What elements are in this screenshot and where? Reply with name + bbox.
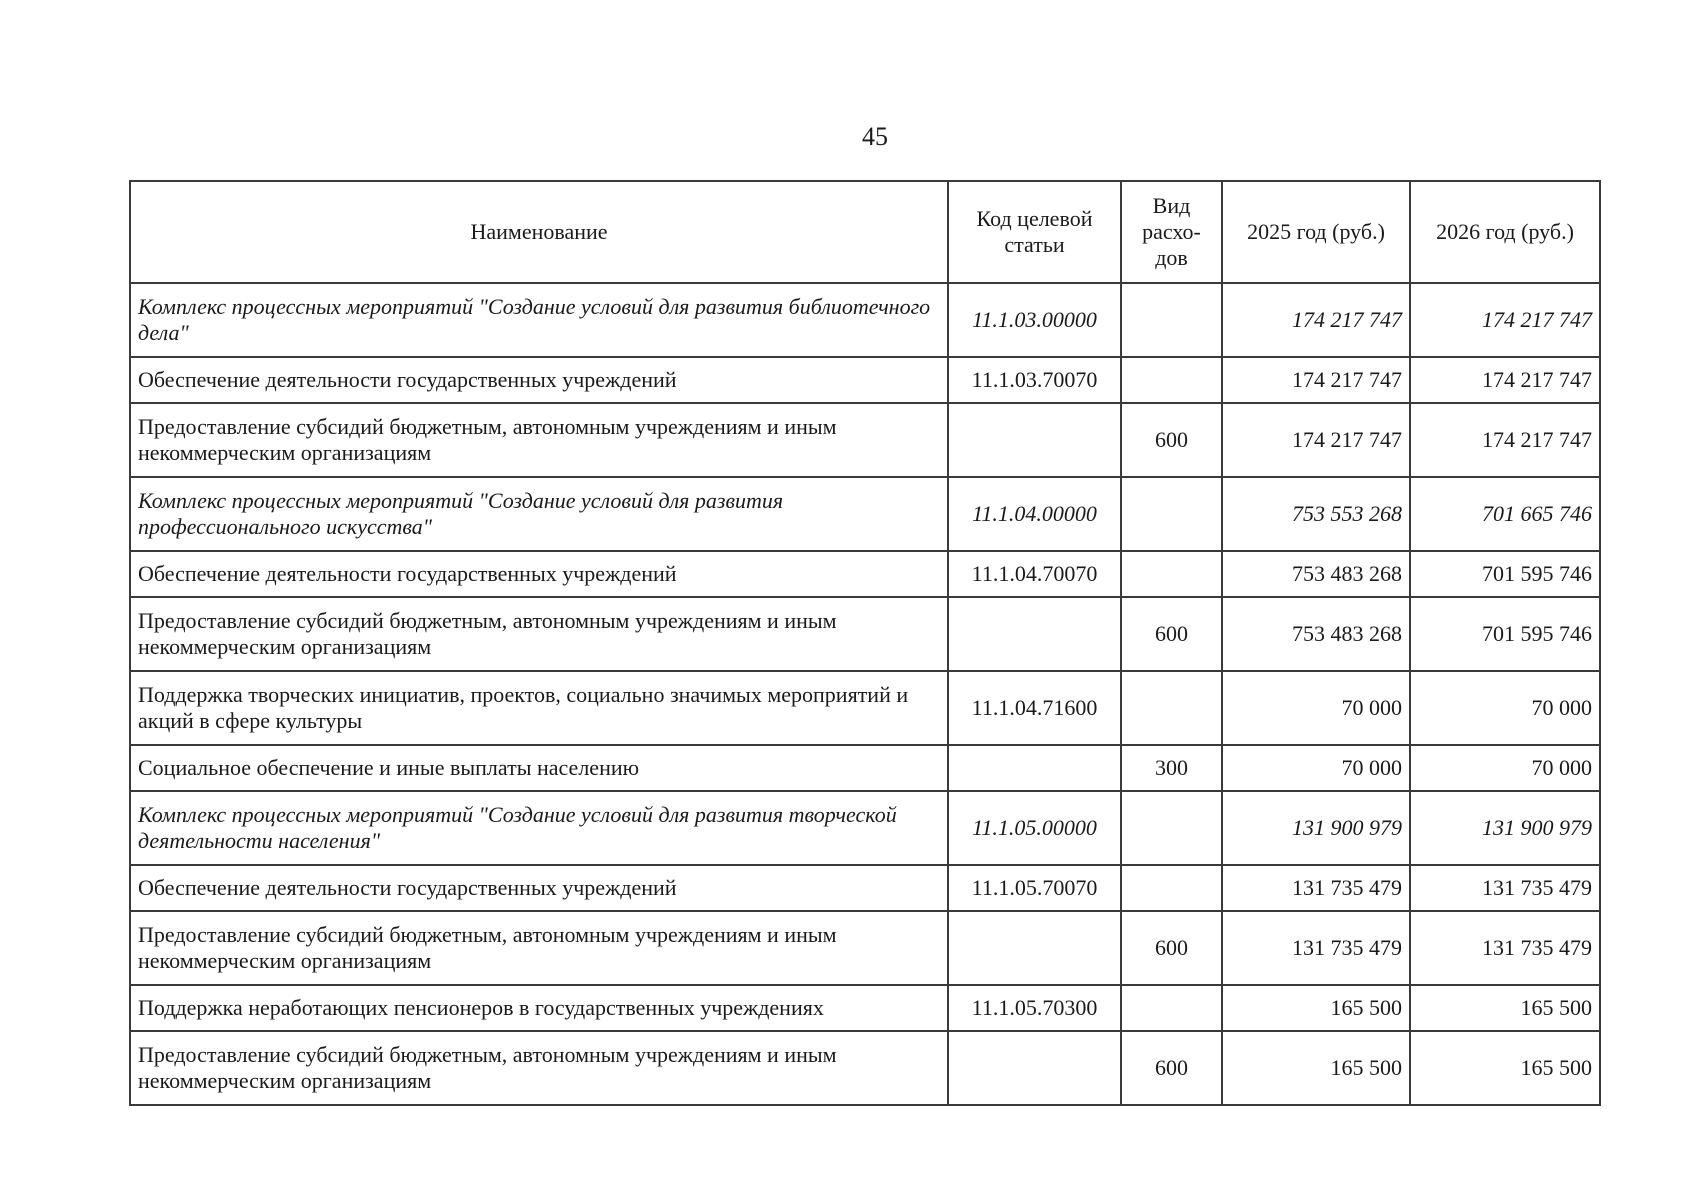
header-year-2026: 2026 год (руб.) xyxy=(1410,181,1600,283)
cell-2026: 165 500 xyxy=(1410,985,1600,1031)
table-row xyxy=(130,671,1600,745)
cell-name: Обеспечение деятельности государственных учреждений xyxy=(130,551,948,597)
cell-2025: 174 217 747 xyxy=(1222,283,1410,357)
cell-2026: 70 000 xyxy=(1410,745,1600,791)
cell-2025: 174 217 747 xyxy=(1222,357,1410,403)
table-row xyxy=(130,985,1600,1031)
table-row xyxy=(130,403,1600,477)
cell-code: 11.1.04.71600 xyxy=(948,671,1121,745)
table-body xyxy=(130,283,1600,1105)
table-row xyxy=(130,791,1600,865)
cell-type: 600 xyxy=(1121,911,1222,985)
table-row xyxy=(130,477,1600,551)
table-row xyxy=(130,597,1600,671)
cell-name: Комплекс процессных мероприятий "Создание условий для развития творческой деятельности населения" xyxy=(130,791,948,865)
cell-2025: 70 000 xyxy=(1222,671,1410,745)
cell-type xyxy=(1121,357,1222,403)
table-row xyxy=(130,551,1600,597)
cell-2025: 131 735 479 xyxy=(1222,865,1410,911)
cell-type xyxy=(1121,791,1222,865)
cell-code: 11.1.05.00000 xyxy=(948,791,1121,865)
cell-2026: 174 217 747 xyxy=(1410,357,1600,403)
cell-2026: 701 595 746 xyxy=(1410,597,1600,671)
cell-type xyxy=(1121,283,1222,357)
table-row xyxy=(130,283,1600,357)
cell-2026: 70 000 xyxy=(1410,671,1600,745)
cell-2026: 174 217 747 xyxy=(1410,403,1600,477)
cell-2025: 753 483 268 xyxy=(1222,597,1410,671)
table-header-row xyxy=(130,181,1600,283)
cell-type: 600 xyxy=(1121,403,1222,477)
cell-type xyxy=(1121,551,1222,597)
cell-code xyxy=(948,1031,1121,1105)
table-row xyxy=(130,745,1600,791)
cell-2026: 701 595 746 xyxy=(1410,551,1600,597)
cell-name: Предоставление субсидий бюджетным, автономным учреждениям и иным некоммерческим организациям xyxy=(130,597,948,671)
cell-code: 11.1.03.00000 xyxy=(948,283,1121,357)
cell-type: 300 xyxy=(1121,745,1222,791)
cell-name: Предоставление субсидий бюджетным, автономным учреждениям и иным некоммерческим организациям xyxy=(130,1031,948,1105)
table-row xyxy=(130,357,1600,403)
cell-2026: 701 665 746 xyxy=(1410,477,1600,551)
header-name: Наименование xyxy=(130,181,948,283)
cell-name: Поддержка неработающих пенсионеров в государственных учреждениях xyxy=(130,985,948,1031)
cell-name: Предоставление субсидий бюджетным, автономным учреждениям и иным некоммерческим организациям xyxy=(130,403,948,477)
cell-2025: 165 500 xyxy=(1222,985,1410,1031)
cell-type: 600 xyxy=(1121,1031,1222,1105)
cell-2026: 165 500 xyxy=(1410,1031,1600,1105)
cell-2025: 174 217 747 xyxy=(1222,403,1410,477)
header-year-2025: 2025 год (руб.) xyxy=(1222,181,1410,283)
cell-2026: 131 735 479 xyxy=(1410,865,1600,911)
cell-2026: 174 217 747 xyxy=(1410,283,1600,357)
cell-2026: 131 900 979 xyxy=(1410,791,1600,865)
cell-code xyxy=(948,597,1121,671)
table-row xyxy=(130,865,1600,911)
cell-type xyxy=(1121,865,1222,911)
cell-code: 11.1.03.70070 xyxy=(948,357,1121,403)
cell-name: Социальное обеспечение и иные выплаты населению xyxy=(130,745,948,791)
cell-code: 11.1.05.70300 xyxy=(948,985,1121,1031)
cell-code: 11.1.04.00000 xyxy=(948,477,1121,551)
header-type: Вид расхо-дов xyxy=(1121,181,1222,283)
budget-table xyxy=(129,180,1601,1106)
cell-type xyxy=(1121,985,1222,1031)
cell-name: Поддержка творческих инициатив, проектов, социально значимых мероприятий и акций в сфере культуры xyxy=(130,671,948,745)
cell-type xyxy=(1121,671,1222,745)
cell-2025: 131 735 479 xyxy=(1222,911,1410,985)
table-row xyxy=(130,1031,1600,1105)
cell-2025: 131 900 979 xyxy=(1222,791,1410,865)
cell-2025: 753 553 268 xyxy=(1222,477,1410,551)
cell-2025: 70 000 xyxy=(1222,745,1410,791)
table-row xyxy=(130,911,1600,985)
cell-code xyxy=(948,911,1121,985)
cell-name: Комплекс процессных мероприятий "Создание условий для развития профессионального искусства" xyxy=(130,477,948,551)
header-code: Код целевой статьи xyxy=(948,181,1121,283)
cell-name: Предоставление субсидий бюджетным, автономным учреждениям и иным некоммерческим организациям xyxy=(130,911,948,985)
cell-code: 11.1.04.70070 xyxy=(948,551,1121,597)
cell-code xyxy=(948,745,1121,791)
page-number: 45 xyxy=(862,122,888,151)
cell-name: Комплекс процессных мероприятий "Создание условий для развития библиотечного дела" xyxy=(130,283,948,357)
cell-name: Обеспечение деятельности государственных учреждений xyxy=(130,865,948,911)
cell-2025: 165 500 xyxy=(1222,1031,1410,1105)
cell-type: 600 xyxy=(1121,597,1222,671)
cell-name: Обеспечение деятельности государственных учреждений xyxy=(130,357,948,403)
cell-2025: 753 483 268 xyxy=(1222,551,1410,597)
cell-2026: 131 735 479 xyxy=(1410,911,1600,985)
cell-type xyxy=(1121,477,1222,551)
cell-code xyxy=(948,403,1121,477)
cell-code: 11.1.05.70070 xyxy=(948,865,1121,911)
